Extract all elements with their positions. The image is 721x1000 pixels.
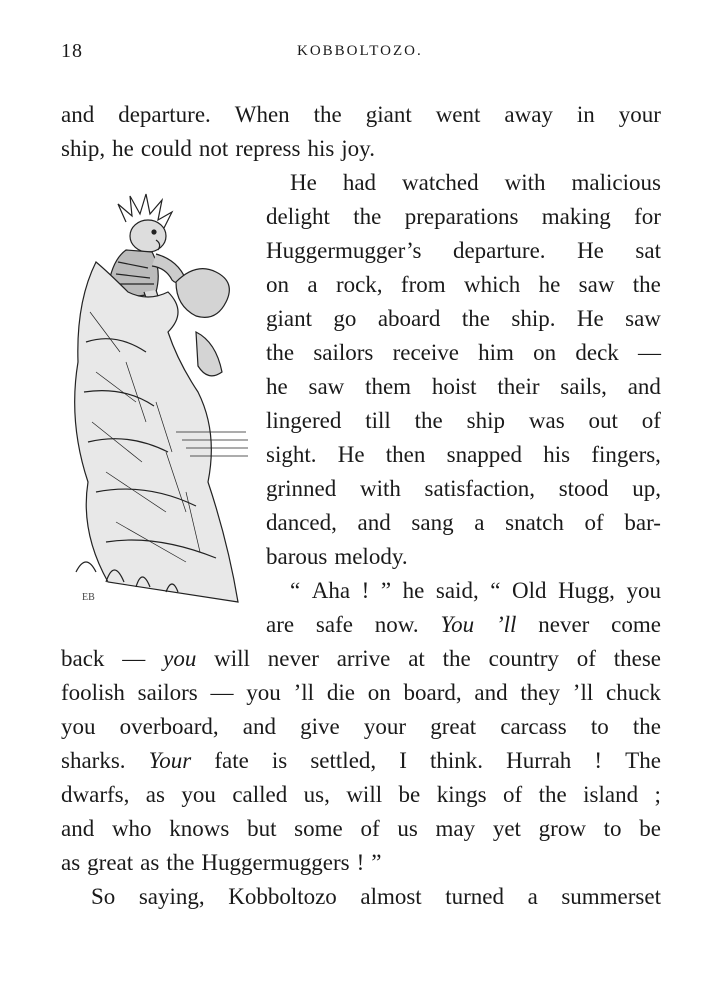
- text-line: So saying, Kobboltozo almost turned a summerset: [91, 884, 661, 909]
- running-title: KOBBOLTOZO.: [297, 43, 423, 59]
- text-line: dwarfs, as you called us, will be kings of the island ;: [61, 782, 661, 807]
- text-line: he saw them hoist their sails, and: [266, 374, 661, 399]
- text-line: delight the preparations making for: [266, 204, 661, 229]
- text-line: as great as the Huggermuggers ! ”: [61, 850, 382, 875]
- text-line: barous melody.: [266, 544, 408, 569]
- text-line: sight. He then snapped his fingers,: [266, 442, 661, 467]
- text-line: the sailors receive him on deck —: [266, 340, 661, 365]
- illustration-signature: EB: [82, 592, 95, 603]
- text-line: He had watched with malicious: [290, 170, 661, 195]
- text-line: and departure. When the giant went away in your: [61, 102, 661, 127]
- text-line: danced, and sang a snatch of bar-: [266, 510, 661, 535]
- page-header: [0, 40, 721, 70]
- page-number: 18: [61, 40, 83, 62]
- text-line: back — you will never arrive at the country of these: [61, 646, 661, 671]
- text-line: on a rock, from which he saw the: [266, 272, 661, 297]
- text-line: are safe now. You ’ll never come: [266, 612, 661, 637]
- text-line: sharks. Your fate is settled, I think. Hurrah ! The: [61, 748, 661, 773]
- text-line: lingered till the ship was out of: [266, 408, 661, 433]
- text-line: grinned with satisfaction, stood up,: [266, 476, 661, 501]
- text-line: ship, he could not repress his joy.: [61, 136, 375, 161]
- text-line: “ Aha ! ” he said, “ Old Hugg, you: [290, 578, 661, 603]
- text-line: giant go aboard the ship. He saw: [266, 306, 661, 331]
- text-line: Huggermugger’s departure. He sat: [266, 238, 661, 263]
- text-line: foolish sailors — you ’ll die on board, and they ’ll chuck: [61, 680, 661, 705]
- text-line: and who knows but some of us may yet grow to be: [61, 816, 661, 841]
- dwarf-on-rock-illustration: [66, 192, 252, 610]
- text-line: you overboard, and give your great carcass to the: [61, 714, 661, 739]
